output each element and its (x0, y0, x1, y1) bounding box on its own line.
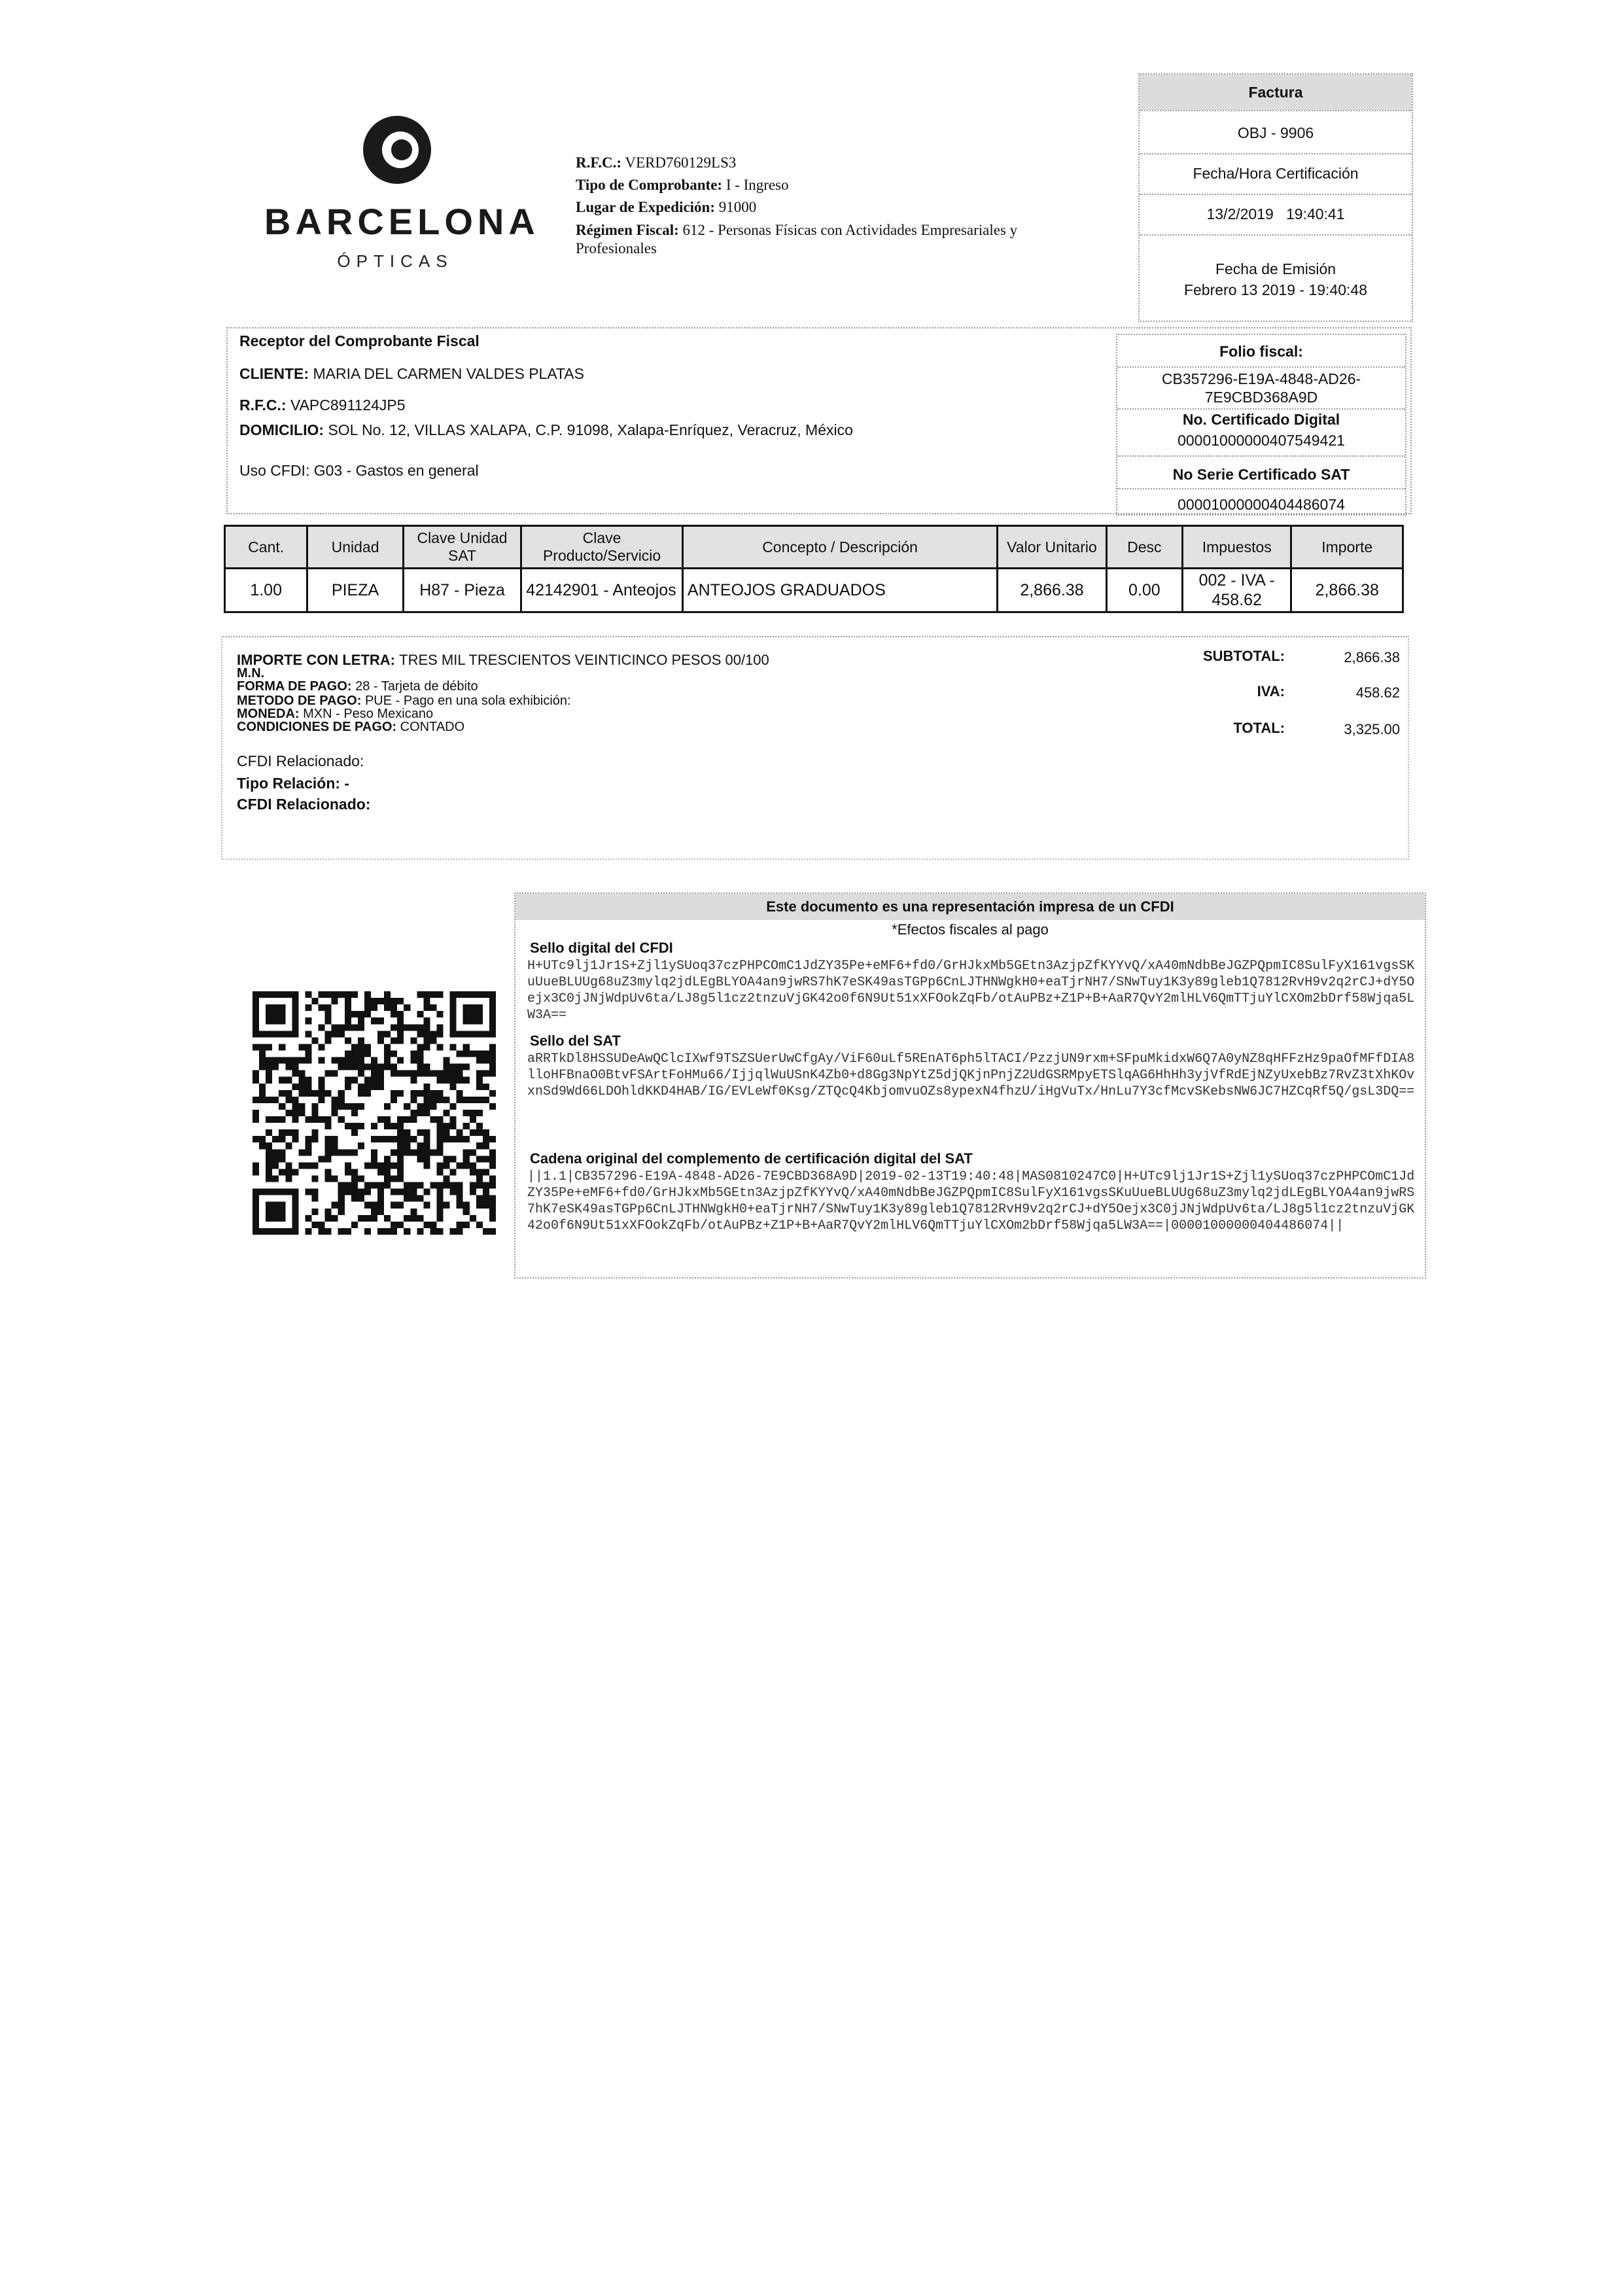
total-value: 3,325.00 (1344, 721, 1400, 737)
cell-cant: 1.00 (225, 569, 307, 612)
factura-obj: OBJ - 9906 (1237, 124, 1314, 141)
cell-importe: 2,866.38 (1291, 569, 1403, 612)
emision-date: Febrero 13 2019 - 19:40:48 (1183, 281, 1368, 298)
cliente-name: MARIA DEL CARMEN VALDES PLATAS (313, 365, 584, 382)
tipo-relacion: Tipo Relación: - (237, 775, 350, 792)
col-cant: Cant. (225, 526, 307, 569)
tipo-comprobante: I - Ingreso (725, 177, 789, 193)
condiciones: CONTADO (400, 720, 465, 734)
cadena-original: ||1.1|CB357296-E19A-4848-AD26-7E9CBD368A9D|2019-02-13T19:40:48|MAS0810247C0|H+UTc9lj1Jr1S+Zjl1ySUoq37czPHPCOmC1JdZY35Pe+eMF6+fd0/GrHJkxMb5GEtn3AzjpZfKYYvQ/xA40mNdbBeJGZPQpmIC8SulFyX161vgsSKuUueBLUUg68uZ3mylq2jdLEgBLYOA4an9jwRS7hK7eSK49asTGPp6CnLJTHNWgkH0+eaTjrNH7/SNwTuy1K3y89gleb1Q7812RvH9v2q2rCJ+dY5Oejx3C0jJNjWdpUv6ta/LJ8g5l1cz2tnzuVjGK42o0f6N9Ut51xXFOokZqFb/otAuPBz+Z1P+B+AaR7QvY2mlHLV6QmTTjuYlCXOm2bDrf58Wjqa5LW3A==|00001000000404486074|| (527, 1169, 1415, 1233)
cert-digital: 00001000000407549421 (1178, 432, 1345, 449)
emision-label: Fecha de Emisión (1215, 260, 1336, 277)
forma-pago-label: FORMA DE PAGO: (237, 679, 352, 694)
receptor-title: Receptor del Comprobante Fiscal (239, 332, 480, 349)
regimen-fiscal: 612 - Personas Físicas con Actividades Empresariales y (682, 222, 1018, 238)
cell-concepto: ANTEOJOS GRADUADOS (682, 569, 997, 612)
condiciones-label: CONDICIONES DE PAGO: (237, 720, 397, 734)
metodo-pago-label: METODO DE PAGO: (237, 694, 362, 708)
sello-cfdi: H+UTc9lj1Jr1S+Zjl1ySUoq37czPHPCOmC1JdZY35Pe+eMF6+fd0/GrHJkxMb5GEtn3AzjpZfKYYvQ/xA40mNdbBeJGZPQpmIC8SulFyX161vgsSKuUueBLUUg68uZ3mylq2jdLEgBLYOA4an9jwRS7hK7eSK49asTGPp6CnLJTHNWgkH0+eaTjrNH7/SNwTuy1K3y89gleb1Q7812RvH9v2q2rCJ+dY5Oejx3C0jJNjWdpUv6ta/LJ8g5l1cz2tnzuVjGK42o0f6N9Ut51xXFOokZqFb/otAuPBz+Z1P+B+AaR7QvY2mlHLV6QmTTjuYlCXOm2bDrf58Wjqa5LW3A== (527, 959, 1415, 1023)
issuer-rfc: VERD760129LS3 (625, 154, 737, 171)
folio-value-1: CB357296-E19A-4848-AD26- (1161, 370, 1361, 387)
moneda-label: MONEDA: (237, 707, 300, 721)
cell-unidad: PIEZA (307, 569, 403, 612)
domicilio-label: DOMICILIO: (239, 421, 324, 438)
cell-desc: 0.00 (1106, 569, 1182, 612)
lugar-expedicion: 91000 (718, 199, 757, 215)
subtotal-label: SUBTOTAL: (1202, 648, 1285, 664)
cfdi-section (514, 892, 1426, 1279)
cell-clave-producto: 42142901 - Anteojos (521, 569, 683, 612)
table-header-row (225, 526, 1403, 569)
folio-label: Folio fiscal: (1219, 343, 1303, 360)
cell-clave-unidad: H87 - Pieza (403, 569, 521, 612)
cadena-title: Cadena original del complemento de certificación digital del SAT (530, 1150, 973, 1167)
cfdi-subheader: *Efectos fiscales al pago (892, 921, 1049, 938)
col-valor-unitario: Valor Unitario (998, 526, 1106, 569)
cell-impuestos: 002 - IVA - 458.62 (1183, 569, 1291, 612)
tipo-comprobante-label: Tipo de Comprobante: (576, 177, 723, 193)
col-unidad: Unidad (307, 526, 403, 569)
regimen-fiscal-label: Régimen Fiscal: (576, 222, 679, 238)
table-row (225, 569, 1403, 612)
lugar-expedicion-label: Lugar de Expedición: (576, 199, 715, 215)
cert-digital-label: No. Certificado Digital (1182, 411, 1340, 428)
folio-box (1116, 334, 1406, 516)
col-importe: Importe (1291, 526, 1403, 569)
factura-box (1138, 73, 1413, 322)
regimen-fiscal-cont: Profesionales (576, 240, 657, 256)
sello-sat-title: Sello del SAT (530, 1033, 621, 1049)
col-impuestos: Impuestos (1183, 526, 1291, 569)
importe-letra: TRES MIL TRESCIENTOS VEINTICINCO PESOS 00/100 (399, 652, 769, 668)
logo-subtitle: ÓPTICAS (337, 251, 453, 271)
cliente-label: CLIENTE: (239, 365, 309, 382)
iva-value: 458.62 (1355, 684, 1400, 701)
cfdi-header: Este documento es una representación impresa de un CFDI (515, 894, 1425, 920)
items-table (224, 525, 1404, 613)
receptor-rfc-label: R.F.C.: (239, 397, 287, 414)
sat-cert-label: No Serie Certificado SAT (1172, 466, 1350, 483)
issuer-rfc-label: R.F.C.: (576, 154, 622, 171)
col-clave-unidad: Clave Unidad SAT (403, 526, 521, 569)
receptor-rfc: VAPC891124JP5 (290, 397, 406, 414)
mn-label: M.N. (237, 666, 265, 680)
iva-label: IVA: (1257, 683, 1285, 699)
cert-label: Fecha/Hora Certificación (1193, 165, 1359, 182)
sello-sat: aRRTkDl8HSSUDeAwQClcIXwf9TSZSUerUwCfgAy/ViF60uLf5REnAT6ph5lTACI/PzzjUN9rxm+SFpuMkidxW6Q7A0yNZ8qHFFzHz9paOfMFfDIA8lloHFBnaO0BtvFSArtFoHMu66/IjjqlWuUSnK4Zb0+d8Gg3NpYtZ5djQKjnPnjZ2UdGSRMpyETSlqAG6HhHh3yjVfRdEjNZyUxebBz7RvZ3tXhKOvxnSd9Wd66LDOhldKKD4HAB/IG/EVLeWf0Ksg/ZTQcQ4KbjomvuOZs8ypexN4fhzU/iHgVuTx/HnLu7Y3cfMcvSKebsNW6JC7HZCqRf5Q/gsL3DQ== (527, 1051, 1415, 1099)
total-label: TOTAL: (1233, 720, 1285, 736)
qr-code (253, 991, 496, 1235)
forma-pago: 28 - Tarjeta de débito (355, 679, 478, 694)
cell-valor-unitario: 2,866.38 (998, 569, 1106, 612)
sat-cert: 00001000000404486074 (1178, 496, 1345, 513)
barcelona-logo-icon (361, 114, 433, 186)
metodo-pago: PUE - Pago en una sola exhibición: (364, 694, 571, 708)
moneda: MXN - Peso Mexicano (303, 707, 434, 721)
col-clave-producto: Clave Producto/Servicio (521, 526, 683, 569)
cfdi-relacionado-title: CFDI Relacionado: (237, 752, 364, 769)
logo-name: BARCELONA (264, 201, 540, 242)
receptor-section (226, 327, 1412, 514)
cert-time: 19:40:41 (1285, 205, 1345, 222)
col-concepto: Concepto / Descripción (682, 526, 997, 569)
domicilio: SOL No. 12, VILLAS XALAPA, C.P. 91098, Xalapa-Enríquez, Veracruz, México (328, 421, 853, 438)
col-desc: Desc (1106, 526, 1182, 569)
payment-section (221, 636, 1409, 860)
issuer-info (576, 152, 1112, 258)
cert-date: 13/2/2019 (1206, 205, 1274, 222)
importe-letra-label: IMPORTE CON LETRA: (237, 652, 395, 668)
folio-value-2: 7E9CBD368A9D (1204, 389, 1318, 406)
cfdi-relacionado: CFDI Relacionado: (237, 796, 371, 813)
cert-datetime (1140, 205, 1412, 223)
sello-cfdi-title: Sello digital del CFDI (530, 940, 673, 956)
factura-title: Factura (1140, 75, 1412, 110)
subtotal-value: 2,866.38 (1344, 649, 1400, 665)
uso-cfdi: Uso CFDI: G03 - Gastos en general (239, 462, 479, 479)
